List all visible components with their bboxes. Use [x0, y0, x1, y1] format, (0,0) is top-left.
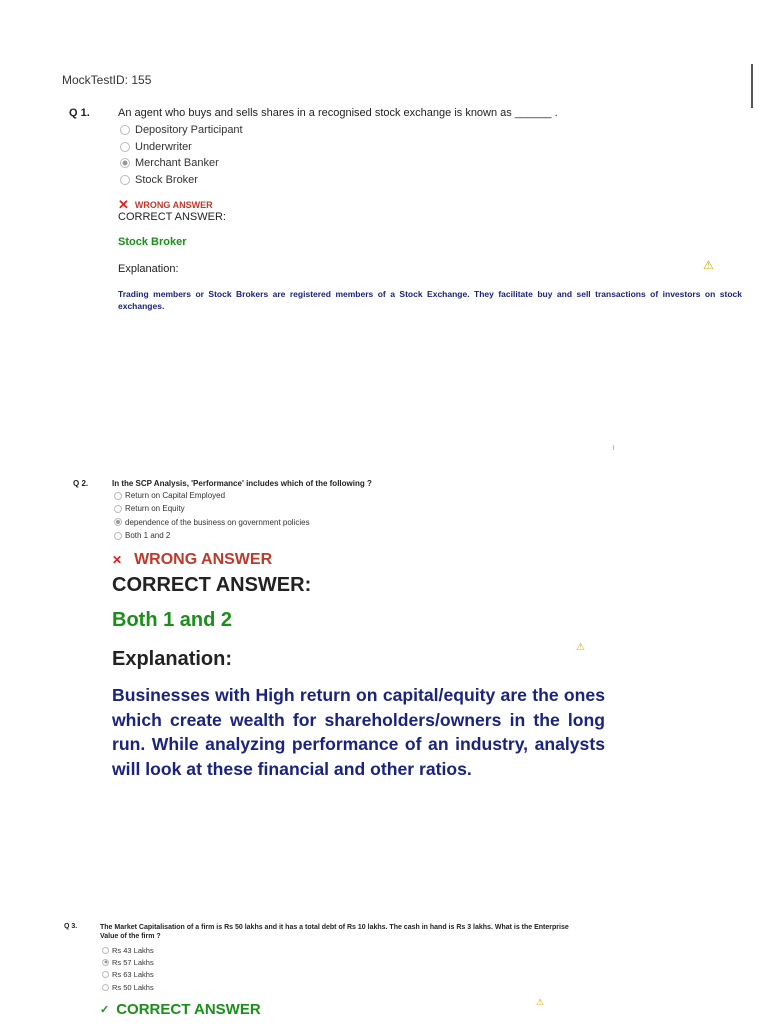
option-4[interactable] [114, 529, 310, 542]
radio-button[interactable] [102, 984, 109, 991]
option-label: Return on Capital Employed [125, 491, 226, 501]
option-1[interactable] [114, 489, 310, 502]
radio-button[interactable] [120, 125, 130, 135]
option-4[interactable] [120, 172, 243, 189]
radio-button-selected[interactable] [120, 158, 130, 168]
check-icon: ✓ [100, 1004, 110, 1016]
status-text: CORRECT ANSWER [116, 1001, 261, 1018]
explanation-label: Explanation: [118, 263, 179, 275]
option-label: Rs 50 Lakhs [112, 982, 154, 992]
options-list [120, 122, 243, 188]
option-label: Merchant Banker [135, 157, 219, 170]
option-label: Underwriter [135, 140, 192, 153]
wrong-answer-status [112, 551, 272, 569]
question-number: Q 1. [69, 107, 90, 119]
correct-answer: Stock Broker [118, 236, 187, 248]
option-label: Rs 43 Lakhs [112, 945, 154, 955]
explanation-label: Explanation: [112, 648, 233, 670]
options-list [102, 944, 154, 993]
option-label: Rs 63 Lakhs [112, 970, 154, 980]
options-list [114, 489, 310, 542]
mock-test-id: MockTestID: 155 [62, 73, 152, 87]
correct-answer: Both 1 and 2 [112, 609, 233, 631]
option-2[interactable] [114, 502, 310, 515]
explanation-text: Trading members or Stock Brokers are registered members of a Stock Exchange. They facilitate buy and sell transactions of investors on stock exchanges. [118, 289, 742, 311]
divider-mark [613, 445, 614, 450]
option-3[interactable] [102, 969, 154, 981]
option-label: Depository Participant [135, 124, 243, 137]
radio-button[interactable] [114, 505, 122, 513]
option-label: Both 1 and 2 [125, 531, 171, 541]
status-text: WRONG ANSWER [134, 551, 273, 568]
option-1[interactable] [120, 122, 243, 139]
radio-button[interactable] [114, 532, 122, 540]
option-4[interactable] [102, 981, 154, 993]
option-2[interactable] [102, 956, 154, 968]
explanation-text: Businesses with High return on capital/equity are the ones which create wealth for shareholders/owners in the long run. While analyzing performance of an industry, analysts will look at these financial and other ratios. [112, 685, 605, 779]
question-text: An agent who buys and sells shares in a recognised stock exchange is known as ______ . [118, 107, 558, 119]
warning-icon[interactable]: ⚠ [576, 642, 585, 653]
option-label: Rs 57 Lakhs [112, 957, 154, 967]
option-1[interactable] [102, 944, 154, 956]
scrollbar[interactable] [751, 64, 753, 108]
warning-icon[interactable]: ⚠ [536, 997, 545, 1007]
radio-button-selected[interactable] [102, 959, 109, 966]
question-text: The Market Capitalisation of a firm is Rs 50 lakhs and it has a total debt of Rs 10 lakhs. The cash in hand is Rs 3 lakhs. What is the Enterprise Value of the firm ? [100, 924, 569, 940]
option-label: Stock Broker [135, 173, 198, 186]
x-icon: ✕ [118, 197, 129, 212]
question-number: Q 2. [73, 479, 89, 488]
question-text: In the SCP Analysis, 'Performance' includes which of the following ? [112, 479, 372, 488]
question-number: Q 3. [64, 923, 78, 930]
correct-answer-label: CORRECT ANSWER: [112, 574, 312, 596]
correct-answer-status [100, 1001, 261, 1018]
option-3[interactable] [114, 516, 310, 529]
radio-button[interactable] [120, 175, 130, 185]
correct-answer-label: CORRECT ANSWER: [118, 211, 226, 223]
radio-button[interactable] [102, 947, 109, 954]
radio-button-selected[interactable] [114, 518, 122, 526]
x-icon: ✕ [112, 553, 123, 567]
status-text: WRONG ANSWER [134, 200, 213, 210]
warning-icon[interactable]: ⚠ [703, 258, 714, 272]
option-3[interactable] [120, 155, 243, 172]
option-2[interactable] [120, 139, 243, 156]
option-label: dependence of the business on government policies [125, 517, 310, 527]
option-label: Return on Equity [125, 504, 185, 514]
radio-button[interactable] [102, 971, 109, 978]
radio-button[interactable] [114, 492, 122, 500]
radio-button[interactable] [120, 142, 130, 152]
